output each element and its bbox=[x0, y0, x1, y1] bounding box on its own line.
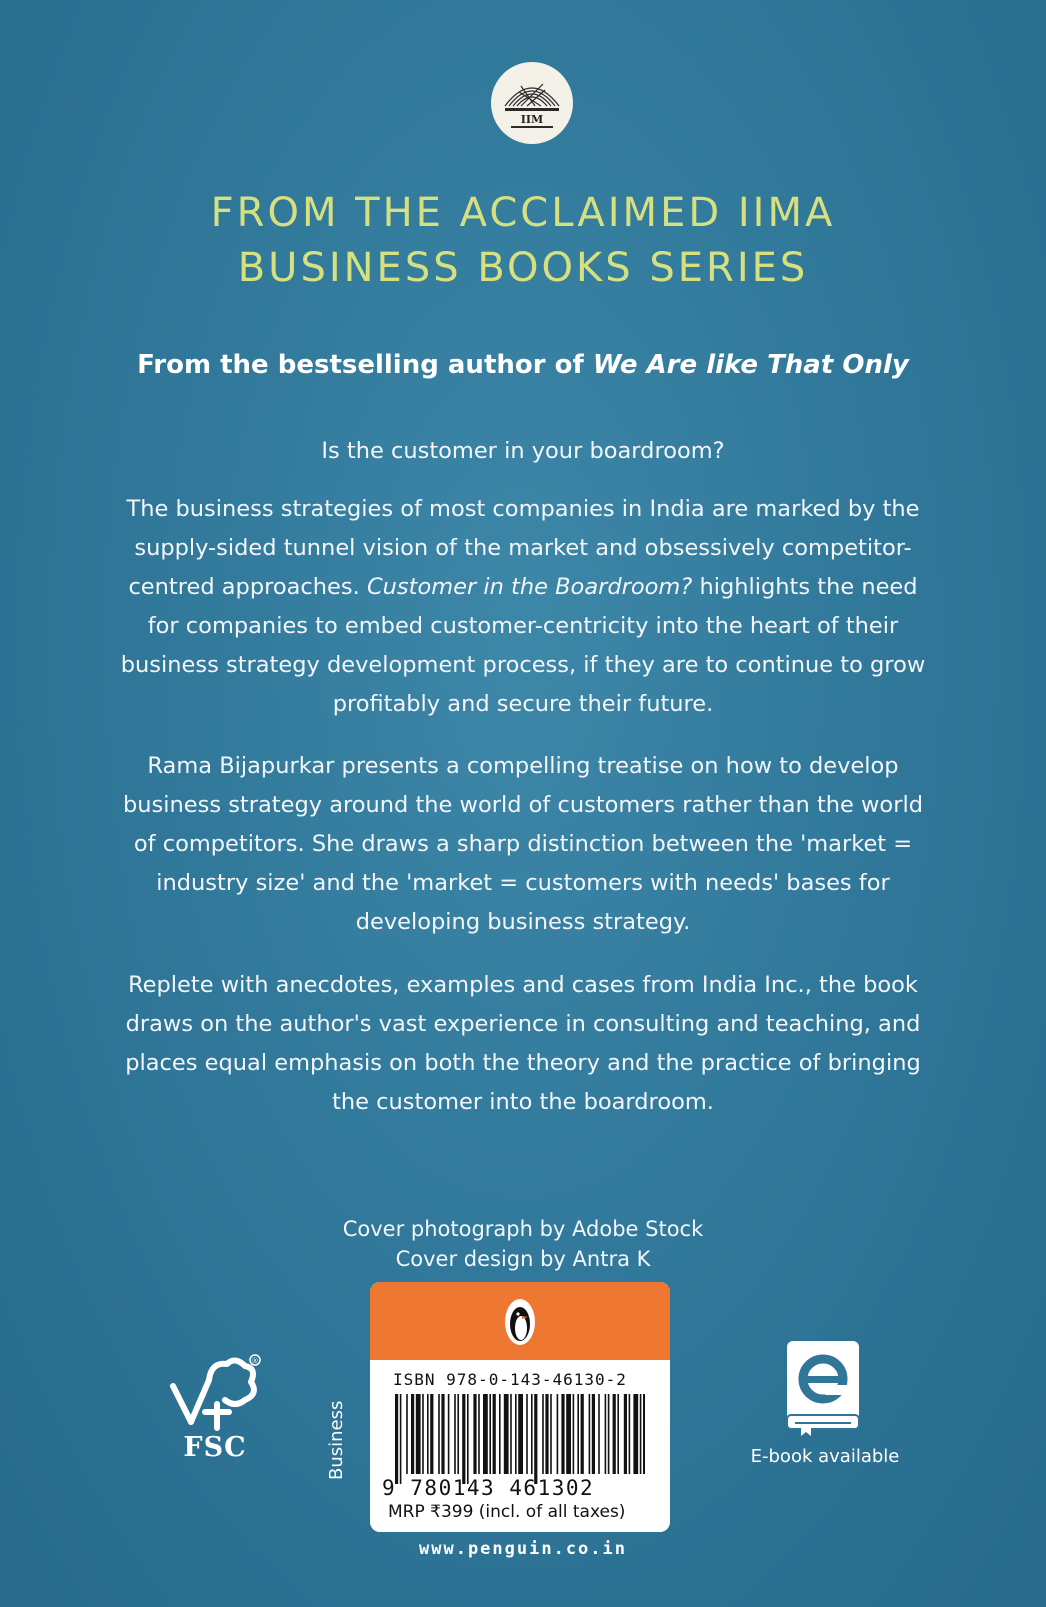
barcode-bar bbox=[624, 1394, 627, 1474]
barcode-bar bbox=[473, 1394, 476, 1474]
barcode-bar bbox=[406, 1394, 408, 1474]
barcode-bar bbox=[561, 1394, 564, 1474]
question-text: Is the customer in your boardroom? bbox=[321, 438, 725, 464]
barcode-bar bbox=[483, 1394, 488, 1474]
series-line-2: BUSINESS BOOKS SERIES bbox=[237, 245, 809, 291]
barcode-bar bbox=[499, 1394, 501, 1474]
barcode-bar bbox=[613, 1394, 616, 1474]
barcode-bar bbox=[430, 1394, 433, 1474]
barcode-bar bbox=[605, 1394, 607, 1474]
barcode-bar bbox=[589, 1394, 591, 1474]
tagline-prefix: From the bestselling author of bbox=[137, 350, 593, 380]
barcode-bar bbox=[534, 1394, 537, 1484]
publisher-url: www.penguin.co.in bbox=[419, 1539, 627, 1559]
barcode-bar bbox=[441, 1394, 444, 1474]
barcode-bar bbox=[598, 1394, 600, 1474]
barcode-bar bbox=[640, 1394, 642, 1474]
barcode-bar bbox=[422, 1394, 424, 1474]
barcode-bar bbox=[526, 1394, 528, 1474]
barcode-bar bbox=[400, 1394, 402, 1484]
barcode-bar bbox=[550, 1394, 552, 1474]
barcode-bar bbox=[566, 1394, 571, 1474]
fsc-label: FSC bbox=[183, 1432, 247, 1463]
barcode-bar bbox=[515, 1394, 517, 1474]
p1-book-title: Customer in the Boardroom? bbox=[366, 574, 693, 600]
barcode-bar bbox=[633, 1394, 638, 1474]
barcode-bar bbox=[427, 1394, 429, 1474]
barcode-bar bbox=[518, 1394, 523, 1474]
barcode-panel bbox=[370, 1282, 670, 1532]
barcode-bar bbox=[542, 1394, 544, 1474]
barcode-bar bbox=[545, 1394, 548, 1474]
barcode-bar bbox=[448, 1394, 450, 1474]
ebook-label: E-book available bbox=[750, 1446, 900, 1467]
barcode-bar bbox=[467, 1394, 469, 1484]
barcode-digits: 9 780143 461302 bbox=[382, 1476, 595, 1500]
blurb-question bbox=[120, 432, 926, 471]
barcode-bar bbox=[457, 1394, 459, 1474]
fsc-registered-mark: ® bbox=[251, 1357, 259, 1365]
blurb-paragraph-3 bbox=[120, 966, 926, 1122]
barcode-bar bbox=[581, 1394, 584, 1474]
barcode-bar bbox=[643, 1394, 645, 1474]
barcode-bar bbox=[617, 1394, 619, 1474]
penguin-logo-icon bbox=[504, 1298, 536, 1346]
barcode-bar bbox=[577, 1394, 579, 1474]
p3-text: Replete with anecdotes, examples and cases from India Inc., the book draws on the author's vast experience in consulting and teaching, and places equal emphasis on both the theory and the practice of bringing the customer into the boardroom. bbox=[125, 972, 921, 1115]
barcode-bar bbox=[531, 1394, 533, 1474]
barcode-bar bbox=[416, 1394, 421, 1474]
blurb-paragraph-1 bbox=[120, 490, 926, 724]
series-line-1: FROM THE ACCLAIMED IIMA bbox=[210, 190, 836, 236]
barcode-bar bbox=[510, 1394, 512, 1474]
p1-text-b: highlights the need for companies to embed customer-centricity into the heart of their business strategy development process, if they are to continue to grow profitably and secure their future. bbox=[120, 574, 926, 717]
series-heading bbox=[0, 186, 1046, 296]
barcode-bar bbox=[395, 1394, 398, 1484]
barcode-bar bbox=[411, 1394, 414, 1474]
barcode-bar bbox=[504, 1394, 509, 1474]
category-text: Business bbox=[326, 1400, 347, 1480]
iim-ahmedabad-seal-icon bbox=[491, 62, 573, 144]
photo-credit: Cover photograph by Adobe Stock bbox=[342, 1217, 704, 1241]
barcode-bar bbox=[629, 1394, 631, 1474]
cover-credits bbox=[0, 1214, 1046, 1274]
barcode-bar bbox=[438, 1394, 440, 1474]
barcode-bar bbox=[608, 1394, 610, 1474]
penguin-band bbox=[370, 1282, 670, 1360]
isbn-text: ISBN 978-0-143-46130-2 bbox=[393, 1370, 627, 1389]
p1-text-a: The business strategies of most companies in India are marked by the supply-sided tunnel vision of the market and obsessively competitor-centred approaches. bbox=[126, 496, 920, 600]
barcode-bar bbox=[489, 1394, 491, 1474]
tagline-book-title: We Are like That Only bbox=[592, 350, 909, 380]
mrp-price: MRP ₹399 (incl. of all taxes) bbox=[388, 1502, 626, 1522]
ebook-e-icon bbox=[785, 1339, 861, 1437]
barcode-bar bbox=[454, 1394, 456, 1474]
barcode-bar bbox=[493, 1394, 496, 1474]
barcode-bar bbox=[478, 1394, 480, 1474]
design-credit: Cover design by Antra K bbox=[395, 1247, 651, 1271]
author-tagline bbox=[0, 350, 1046, 380]
barcode-bar bbox=[557, 1394, 559, 1474]
barcode-bar bbox=[592, 1394, 595, 1474]
barcode-bar bbox=[462, 1394, 465, 1484]
barcode-bar bbox=[573, 1394, 575, 1474]
svg-text:IIM: IIM bbox=[520, 113, 544, 126]
p2-text: Rama Bijapurkar presents a compelling treatise on how to develop business strategy around the world of customers rather than the world of competitors. She draws a sharp distinction between the 'market = industry size' and the 'market = customers with needs' bases for developing business strategy. bbox=[122, 753, 923, 935]
barcode-bars bbox=[395, 1394, 645, 1484]
blurb-paragraph-2 bbox=[120, 747, 926, 942]
